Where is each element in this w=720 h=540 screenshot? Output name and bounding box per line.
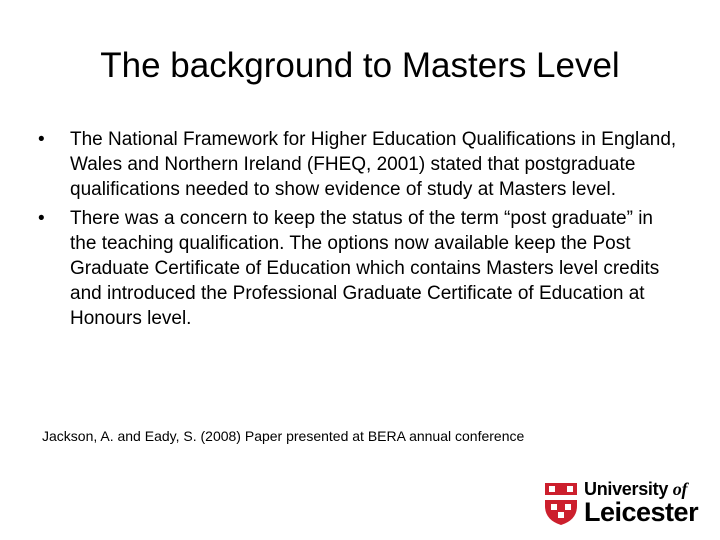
- bullet-text: The National Framework for Higher Education Qualifications in England, Wales and Northern Ireland (FHEQ, 2001) stated that postgraduate qualifications needed to show evidence of study at Masters level.: [70, 129, 677, 200]
- shield-icon: [544, 482, 578, 526]
- bullet-icon: •: [38, 129, 45, 150]
- bullet-text: There was a concern to keep the status of the term “post graduate” in the teaching qualification. The options now available keep the Post Graduate Certificate of Education which contains Masters level credits and introduced the Professional Graduate Certificate of Education at Honours level.: [70, 208, 660, 329]
- university-logo: [544, 479, 714, 529]
- bullet-item: [38, 206, 678, 331]
- bullet-icon: •: [38, 208, 45, 229]
- logo-line2: Leicester: [584, 497, 699, 527]
- logo-of: of: [672, 479, 688, 499]
- citation: Jackson, A. and Eady, S. (2008) Paper presented at BERA annual conference: [42, 428, 525, 444]
- logo-university: University: [584, 479, 669, 499]
- bullet-list: [38, 127, 678, 335]
- bullet-item: [38, 127, 678, 202]
- slide-title: The background to Masters Level: [100, 46, 620, 85]
